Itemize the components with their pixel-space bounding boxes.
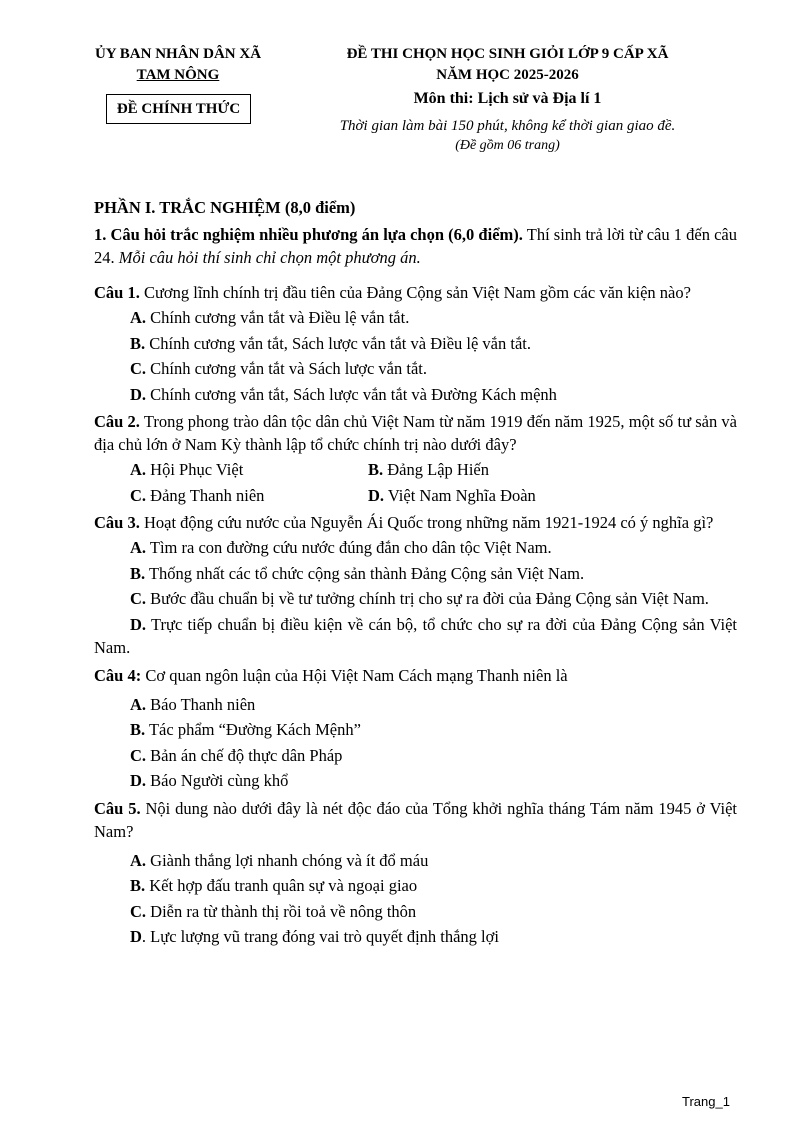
option-letter: B.	[368, 460, 384, 479]
option-letter: C.	[130, 359, 147, 378]
option-row-cd	[94, 484, 737, 508]
exam-header	[305, 44, 710, 155]
option-text: Đảng Thanh niên	[146, 485, 265, 505]
option-a	[94, 536, 737, 560]
option-letter: B.	[130, 563, 146, 583]
question-text: Cơ quan ngôn luận của Hội Việt Nam Cách mạng Thanh niên là	[141, 665, 568, 685]
question-label: Câu 5.	[94, 798, 141, 818]
option-text: Diễn ra từ thành thị rồi toả về nông thôn	[146, 901, 417, 921]
option-b	[368, 458, 489, 482]
option-letter: A.	[130, 538, 147, 557]
option-letter: B.	[130, 720, 146, 739]
option-letter: B.	[130, 333, 146, 353]
option-text: Hội Phục Việt	[146, 460, 244, 479]
option-d	[94, 925, 737, 949]
option-letter: C.	[130, 485, 147, 505]
intro-italic: Mỗi câu hỏi thí sinh chỉ chọn một phương án.	[118, 248, 421, 267]
intro-text: Thí sinh trả lời từ câu 1 đến câu 24.	[94, 225, 738, 267]
option-text: Trực tiếp chuẩn bị điều kiện về cán bộ, tổ chức cho sự ra đời của Đảng Cộng sản Việt Nam.	[94, 614, 737, 657]
exam-content	[94, 196, 737, 949]
option-letter: D.	[368, 485, 385, 505]
option-letter: A.	[130, 850, 147, 870]
option-text: . Lực lượng vũ trang đóng vai trò quyết định thắng lợi	[141, 927, 499, 946]
option-d	[94, 769, 737, 793]
option-c	[94, 587, 737, 611]
question-2	[94, 410, 737, 456]
issuing-authority	[88, 44, 268, 86]
question-label: Câu 1.	[94, 283, 140, 302]
option-a	[94, 693, 737, 717]
option-c	[130, 484, 368, 508]
subject: Môn thi: Lịch sử và Địa lí 1	[413, 90, 602, 107]
option-a	[94, 849, 737, 873]
question-text: Cương lĩnh chính trị đầu tiên của Đảng Cộng sản Việt Nam gồm các văn kiện nào?	[139, 283, 691, 302]
time-limit: Thời gian làm bài 150 phút, không kể thời gian giao đề.	[339, 118, 676, 134]
option-letter: A.	[130, 460, 147, 479]
question-5	[94, 797, 737, 843]
option-c	[94, 744, 737, 768]
option-text: Thống nhất các tổ chức cộng sản thành Đảng Cộng sản Việt Nam.	[145, 563, 585, 583]
school-year: NĂM HỌC 2025-2026	[436, 67, 579, 83]
authority-line1: ỦY BAN NHÂN DÂN XÃ	[94, 46, 262, 62]
option-row-ab	[94, 458, 737, 482]
option-a	[94, 306, 737, 330]
option-b	[94, 718, 737, 742]
question-3	[94, 511, 737, 534]
option-letter: D.	[130, 614, 147, 634]
option-letter: C.	[130, 901, 147, 921]
option-letter: D.	[130, 771, 147, 790]
option-c	[94, 900, 737, 924]
question-text: Nội dung nào dưới đây là nét độc đáo của Tổng khởi nghĩa tháng Tám năm 1945 ở Việt Nam?	[94, 798, 738, 841]
option-text: Báo Thanh niên	[146, 694, 256, 714]
option-letter: A.	[130, 308, 147, 327]
section-title: PHẦN I. TRẮC NGHIỆM (8,0 điểm)	[94, 198, 356, 217]
question-label: Câu 2.	[94, 412, 140, 431]
option-b	[94, 332, 737, 356]
option-text: Tác phẩm “Đường Kách Mệnh”	[145, 720, 361, 739]
option-text: Bước đầu chuẩn bị về tư tưởng chính trị cho sự ra đời của Đảng Cộng sản Việt Nam.	[146, 589, 709, 608]
option-d	[94, 383, 737, 407]
option-text: Chính cương vắn tắt và Sách lược vắn tắt.	[146, 359, 427, 378]
intro-bold: 1. Câu hỏi trắc nghiệm nhiều phương án lựa chọn (6,0 điểm).	[94, 225, 523, 244]
option-letter: B.	[130, 876, 146, 895]
option-text: Việt Nam Nghĩa Đoàn	[384, 485, 536, 505]
official-exam-box: ĐỀ CHÍNH THỨC	[106, 94, 251, 124]
option-d	[94, 613, 737, 660]
option-letter: D	[130, 927, 142, 946]
option-d	[368, 484, 536, 508]
question-text: Trong phong trào dân tộc dân chủ Việt Nam từ năm 1919 đến năm 1925, một số tư sản và địa chủ lớn ở Nam Kỳ thành lập tổ chức chính trị nào dưới đây?	[94, 412, 737, 454]
authority-line2: TAM NÔNG	[136, 67, 220, 83]
option-b	[94, 562, 737, 586]
question-text: Hoạt động cứu nước của Nguyễn Ái Quốc trong những năm 1921-1924 có ý nghĩa gì?	[139, 513, 714, 532]
option-a	[130, 458, 368, 482]
question-1	[94, 281, 737, 304]
option-text: Đảng Lập Hiến	[383, 460, 489, 479]
section-intro	[94, 223, 737, 269]
option-letter: C.	[130, 589, 147, 608]
question-4	[94, 664, 737, 687]
option-text: Chính cương vắn tắt và Điều lệ vắn tắt.	[146, 308, 410, 327]
option-b	[94, 874, 737, 898]
page-count: (Đề gồm 06 trang)	[455, 138, 560, 153]
option-text: Báo Người cùng khổ	[146, 771, 289, 790]
option-letter: D.	[130, 384, 147, 404]
option-c	[94, 357, 737, 381]
option-text: Chính cương vắn tắt, Sách lược vắn tắt và Điều lệ vắn tắt.	[145, 333, 531, 353]
option-text: Kết hợp đấu tranh quân sự và ngoại giao	[145, 876, 418, 895]
option-text: Tìm ra con đường cứu nước đúng đắn cho dân tộc Việt Nam.	[146, 538, 552, 557]
question-label: Câu 4:	[94, 665, 142, 685]
option-text: Chính cương vắn tắt, Sách lược vắn tắt và Đường Kách mệnh	[146, 384, 557, 404]
option-letter: C.	[130, 745, 147, 765]
question-label: Câu 3.	[94, 513, 140, 532]
exam-title: ĐỀ THI CHỌN HỌC SINH GIỎI LỚP 9 CẤP XÃ	[346, 46, 669, 62]
option-text: Bản án chế độ thực dân Pháp	[146, 745, 343, 765]
option-text: Giành thắng lợi nhanh chóng và ít đổ máu	[146, 850, 429, 870]
option-letter: A.	[130, 694, 147, 714]
page-number: Trang_1	[682, 1094, 730, 1109]
